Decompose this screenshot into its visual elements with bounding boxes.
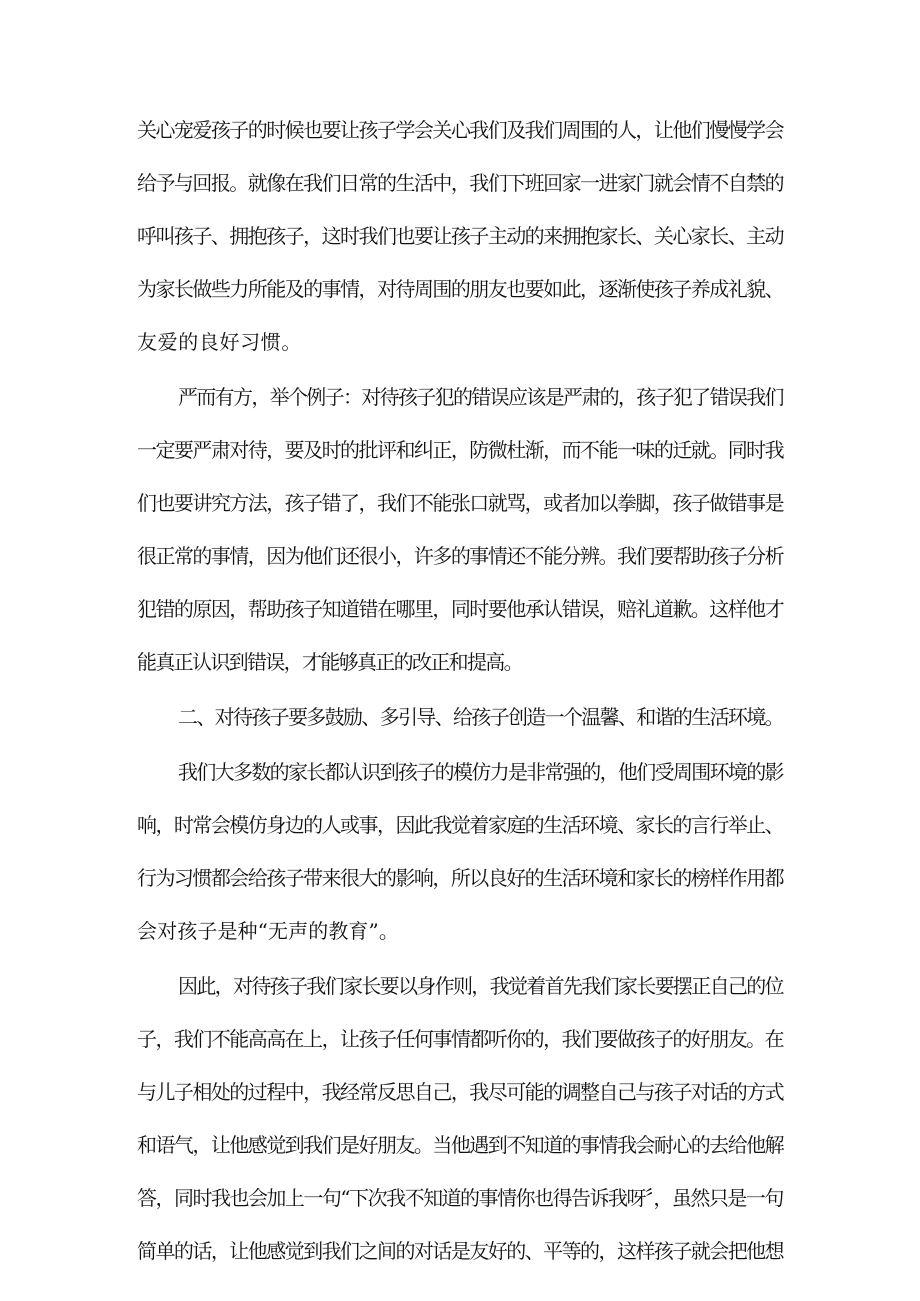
text-line: 友爱的良好习惯。 xyxy=(137,330,303,354)
text-line: 子，我们不能高高在上，让孩子任何事情都听你的，我们要做孩子的好朋友。在 xyxy=(137,1027,784,1051)
text-line: 和语气，让他感觉到我们是好朋友。当他遇到不知道的事情我会耐心的去给他解 xyxy=(137,1133,784,1157)
text-line: 很正常的事情，因为他们还很小，许多的事情还不能分辨。我们要帮助孩子分析 xyxy=(137,544,784,568)
paragraph-first-line: 严而有方，举个例子：对待孩子犯的错误应该是严肃的，孩子犯了错误我们 xyxy=(178,385,783,409)
text-line: 关心宠爱孩子的时候也要让孩子学会关心我们及我们周围的人，让他们慢慢学会 xyxy=(137,118,784,142)
text-line: 为家长做些力所能及的事情，对待周围的朋友也要如此，逐渐使孩子养成礼貌、 xyxy=(137,277,784,301)
text-line: 们也要讲究方法，孩子错了，我们不能张口就骂，或者加以拳脚，孩子做错事是 xyxy=(137,491,784,515)
text-line: 简单的话，让他感觉到我们之间的对话是友好的、平等的，这样孩子就会把他想 xyxy=(137,1239,784,1263)
text-line: 行为习惯都会给孩子带来很大的影响，所以良好的生活环境和家长的榜样作用都 xyxy=(137,866,784,890)
text-line: 呼叫孩子、拥抱孩子，这时我们也要让孩子主动的来拥抱家长、关心家长、主动 xyxy=(137,224,784,248)
text-line: 给予与回报。就像在我们日常的生活中，我们下班回家一进家门就会情不自禁的 xyxy=(137,171,784,195)
section-heading: 二、对待孩子要多鼓励、多引导、给孩子创造一个温馨、和谐的生活环境。 xyxy=(178,705,783,729)
text-line: 答，同时我也会加上一句“下次我不知道的事情你也得告诉我呀〞，虽然只是一句 xyxy=(137,1186,783,1210)
text-line: 能真正认识到错误，才能够真正的改正和提高。 xyxy=(137,650,522,674)
paragraph-first-line: 因此，对待孩子我们家长要以身作则，我觉着首先我们家长要摆正自己的位 xyxy=(178,974,783,998)
text-line: 与儿子相处的过程中，我经常反思自己，我尽可能的调整自己与孩子对话的方式 xyxy=(137,1080,784,1104)
text-line: 犯错的原因，帮助孩子知道错在哪里，同时要他承认错误，赔礼道歉。这样他才 xyxy=(137,597,784,621)
text-line: 响，时常会模仿身边的人或事，因此我觉着家庭的生活环境、家长的言行举止、 xyxy=(137,813,784,837)
paragraph-first-line: 我们大多数的家长都认识到孩子的模仿力是非常强的，他们受周围环境的影 xyxy=(178,760,783,784)
text-line: 会对孩子是种“无声的教育”。 xyxy=(137,919,399,943)
text-line: 一定要严肃对待，要及时的批评和纠正，防微杜渐，而不能一味的迁就。同时我 xyxy=(137,438,784,462)
